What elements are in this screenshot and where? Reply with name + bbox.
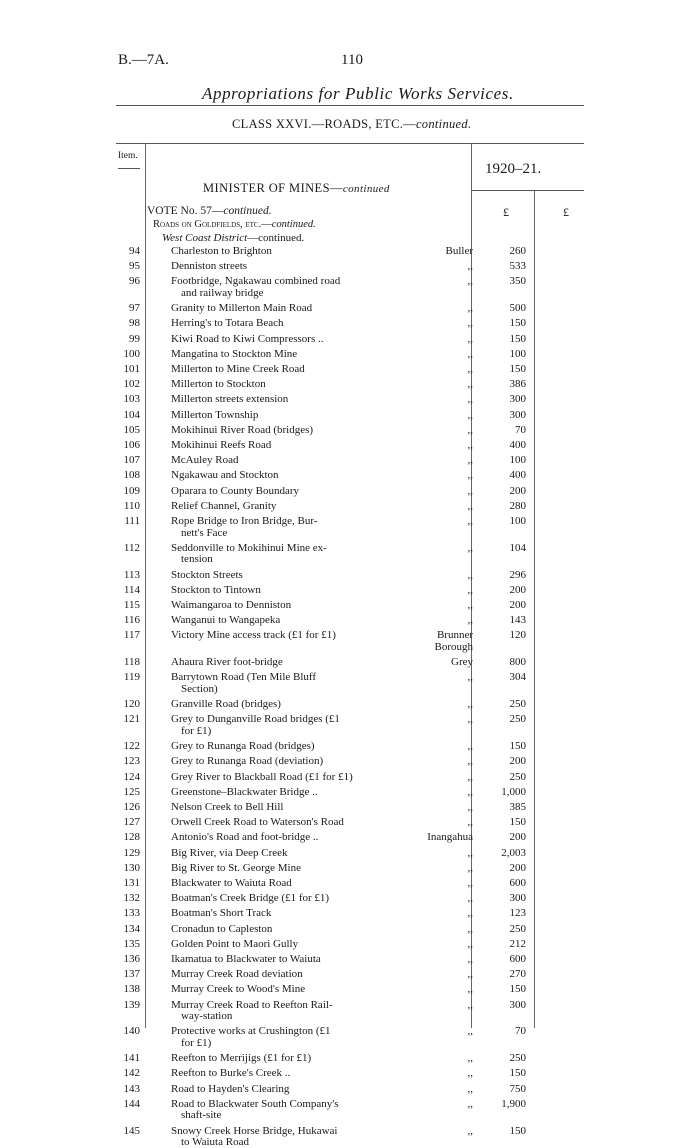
item-number: 98 [129, 317, 140, 330]
item-number: 109 [123, 484, 140, 497]
item-description: Mokihinui River Road (bridges) [171, 423, 314, 436]
item-number: 132 [123, 892, 140, 905]
item-description-continued: and railway bridge [181, 287, 264, 299]
item-amount: 1,900 [501, 1097, 526, 1110]
item-number: 107 [123, 454, 140, 467]
item-amount: 2,003 [501, 846, 526, 859]
item-amount: 350 [509, 275, 526, 288]
item-description: Reefton to Merrijigs (£1 for £1) [171, 1052, 312, 1065]
item-district: ,, [467, 1082, 473, 1095]
item-number: 104 [123, 408, 140, 421]
item-description: Grey River to Blackball Road (£1 for £1) [171, 770, 353, 783]
item-district: Buller [445, 245, 473, 257]
item-description: Orwell Creek Road to Waterson's Road [171, 816, 344, 829]
item-number: 137 [123, 968, 140, 981]
item-district: ,, [467, 378, 473, 391]
item-description: Road to Blackwater South Company's [171, 1097, 339, 1110]
item-number: 130 [123, 861, 140, 874]
item-district: ,, [467, 937, 473, 950]
item-column-rule [145, 143, 146, 1028]
item-number: 110 [123, 499, 140, 512]
currency-symbol: £ [563, 205, 569, 219]
item-number: 131 [123, 877, 140, 889]
vote-heading-continued: continued. [223, 205, 272, 217]
item-number: 133 [123, 907, 140, 920]
vote-heading [147, 205, 272, 217]
item-description-continued: for £1) [181, 725, 212, 737]
item-number: 115 [123, 599, 140, 611]
item-amount: 600 [509, 953, 526, 965]
item-amount: 200 [509, 755, 526, 768]
item-amount: 280 [509, 499, 526, 512]
item-number: 111 [124, 515, 140, 527]
item-description: Rope Bridge to Iron Bridge, Bur- [171, 515, 318, 527]
item-district: ,, [467, 770, 473, 783]
item-amount: 150 [509, 332, 526, 345]
item-amount: 120 [509, 629, 526, 642]
item-district-continued: Borough [434, 641, 473, 653]
section-heading-continued: continued [342, 183, 390, 195]
item-description: Grey to Dunganville Road bridges (£1 [171, 713, 340, 726]
item-district: Inangahua [427, 831, 473, 844]
item-description: Reefton to Burke's Creek .. [171, 1067, 291, 1080]
item-district: ,, [467, 499, 473, 512]
item-number: 102 [123, 378, 140, 391]
item-description: Millerton to Stockton [171, 378, 266, 391]
item-description-continued: to Waiuta Road [181, 1136, 249, 1148]
item-amount: 304 [509, 671, 526, 684]
item-amount: 386 [509, 378, 526, 391]
item-number: 94 [129, 245, 140, 257]
subsection-heading-continued: continued. [271, 219, 316, 230]
item-district: ,, [467, 568, 473, 581]
item-description: Relief Channel, Granity [171, 499, 277, 512]
vote-heading-text: VOTE No. 57— [147, 205, 224, 217]
subsection-heading [153, 219, 316, 230]
item-amount: 200 [509, 599, 526, 611]
item-number: 95 [129, 260, 140, 273]
item-district: ,, [467, 1097, 473, 1110]
item-number: 136 [123, 953, 140, 965]
item-description: Oparara to County Boundary [171, 484, 299, 497]
document-reference: B.—7A. [118, 52, 169, 68]
class-heading-text: CLASS XXVI.—ROADS, ETC.— [232, 117, 416, 131]
item-amount: 70 [515, 1025, 526, 1038]
item-number: 138 [123, 983, 140, 996]
item-amount: 70 [515, 423, 526, 436]
item-description: Mangatina to Stockton Mine [171, 347, 298, 360]
item-district: ,, [467, 846, 473, 859]
item-description: Granville Road (bridges) [171, 698, 281, 711]
item-description-continued: shaft-site [181, 1109, 222, 1122]
item-description: Antonio's Road and foot-bridge .. [171, 831, 319, 844]
item-district: ,, [467, 922, 473, 935]
item-number: 119 [123, 671, 140, 684]
item-description: Seddonville to Mokihinui Mine ex- [171, 541, 327, 554]
item-description: Denniston streets [171, 260, 248, 273]
item-description: Blackwater to Waiuta Road [171, 877, 292, 889]
item-description: Stockton to Tintown [171, 583, 261, 596]
item-district: ,, [467, 541, 473, 554]
item-number: 100 [123, 347, 140, 360]
item-description: Waimangaroa to Denniston [171, 599, 292, 611]
item-number: 99 [129, 332, 140, 345]
currency-symbol: £ [503, 205, 509, 219]
item-description: Big River, via Deep Creek [171, 846, 288, 859]
item-district: ,, [467, 454, 473, 467]
item-district: ,, [467, 713, 473, 726]
item-district: ,, [467, 469, 473, 482]
item-district: ,, [467, 423, 473, 436]
item-amount: 270 [509, 968, 526, 981]
item-description: Cronadun to Capleston [171, 922, 273, 935]
item-description: Big River to St. George Mine [171, 861, 301, 874]
item-amount: 150 [509, 1067, 526, 1080]
item-number: 126 [123, 801, 140, 813]
item-description: Boatman's Creek Bridge (£1 for £1) [171, 892, 330, 905]
item-amount: 250 [509, 922, 526, 935]
item-amount: 150 [509, 363, 526, 375]
item-district: Brunner [436, 629, 473, 642]
item-district: ,, [467, 983, 473, 996]
item-amount: 123 [509, 907, 526, 920]
item-amount: 400 [509, 469, 526, 482]
page-title: Appropriations for Public Works Services. [202, 84, 514, 103]
item-number: 140 [123, 1025, 140, 1038]
item-district: ,, [467, 614, 473, 627]
item-number: 106 [123, 439, 140, 451]
item-description: Ngakawau and Stockton [171, 469, 279, 482]
item-description: Charleston to Brighton [171, 245, 272, 257]
item-district: ,, [467, 583, 473, 596]
item-amount: 250 [509, 698, 526, 711]
item-amount: 400 [509, 439, 526, 451]
item-number: 97 [129, 302, 140, 315]
item-district: ,, [467, 907, 473, 920]
item-amount: 100 [509, 515, 526, 527]
item-number: 112 [123, 541, 140, 554]
item-description: Millerton Township [171, 408, 259, 421]
year-header-rule [471, 190, 584, 191]
item-number: 121 [123, 713, 140, 726]
item-number: 103 [123, 393, 140, 406]
item-district: ,, [467, 408, 473, 421]
item-description: Protective works at Crushington (£1 [171, 1025, 331, 1038]
item-number: 128 [123, 831, 140, 844]
item-description: Mokihinui Reefs Road [171, 439, 272, 451]
item-district: ,, [467, 484, 473, 497]
table-top-rule [116, 143, 584, 144]
item-amount: 200 [509, 861, 526, 874]
item-description-continued: way-station [181, 1010, 233, 1023]
item-district: ,, [467, 1052, 473, 1065]
amount-column-rule [534, 190, 535, 1028]
item-description-continued: nett's Face [181, 526, 228, 539]
district-heading-text: West Coast District [162, 232, 248, 244]
item-amount: 260 [509, 245, 526, 257]
item-description: Grey to Runanga Road (deviation) [171, 755, 324, 768]
item-district: ,, [467, 998, 473, 1011]
section-heading [203, 181, 390, 196]
item-number: 113 [123, 568, 140, 581]
item-description: Wanganui to Wangapeka [171, 614, 281, 627]
title-rule [116, 105, 584, 106]
item-amount: 800 [509, 656, 526, 669]
item-amount: 500 [509, 302, 526, 315]
item-amount: 600 [509, 877, 526, 889]
item-district: ,, [467, 275, 473, 288]
item-number: 108 [123, 469, 140, 482]
item-amount: 212 [509, 937, 526, 950]
item-amount: 100 [509, 454, 526, 467]
item-description: Snowy Creek Horse Bridge, Hukawai [171, 1124, 338, 1137]
item-amount: 150 [509, 740, 526, 753]
item-amount: 250 [509, 713, 526, 726]
item-description: Ikamatua to Blackwater to Waiuta [171, 953, 321, 965]
item-description: Road to Hayden's Clearing [171, 1082, 290, 1095]
item-district: ,, [467, 439, 473, 451]
item-amount: 200 [509, 484, 526, 497]
item-district: ,, [467, 698, 473, 711]
item-description: McAuley Road [171, 454, 239, 467]
item-district: ,, [467, 740, 473, 753]
item-description: Stockton Streets [171, 568, 243, 581]
item-description: Grey to Runanga Road (bridges) [171, 740, 315, 753]
item-amount: 300 [509, 408, 526, 421]
subsection-heading-text: Roads on Goldfields, etc.— [153, 219, 272, 230]
item-number: 124 [123, 770, 140, 783]
item-number: 122 [123, 740, 140, 753]
item-district: ,, [467, 671, 473, 684]
item-description: Golden Point to Maori Gully [171, 937, 299, 950]
item-district: ,, [467, 968, 473, 981]
item-description: Ahaura River foot-bridge [171, 656, 283, 669]
item-number: 143 [123, 1082, 140, 1095]
item-description: Victory Mine access track (£1 for £1) [171, 629, 336, 642]
item-number: 144 [123, 1097, 140, 1110]
item-column-header: Item. [118, 151, 138, 161]
item-district: ,, [467, 755, 473, 768]
item-number: 120 [123, 698, 140, 711]
item-description: Murray Creek Road deviation [171, 968, 303, 981]
page-number: 110 [341, 52, 363, 68]
item-amount: 150 [509, 1124, 526, 1137]
item-district: ,, [467, 515, 473, 527]
item-district: ,, [467, 816, 473, 829]
item-number: 145 [123, 1124, 140, 1137]
item-header-rule [118, 168, 140, 169]
item-district: ,, [467, 861, 473, 874]
year-column-header: 1920–21. [485, 161, 542, 177]
item-number: 96 [129, 275, 140, 288]
item-description: Kiwi Road to Kiwi Compressors .. [171, 332, 324, 345]
item-district: ,, [467, 260, 473, 273]
item-district: ,, [467, 332, 473, 345]
item-amount: 150 [509, 317, 526, 330]
item-description: Barrytown Road (Ten Mile Bluff [171, 671, 317, 684]
item-amount: 296 [509, 568, 526, 581]
item-district: ,, [467, 347, 473, 360]
item-description: Herring's to Totara Beach [171, 317, 284, 330]
item-district: ,, [467, 363, 473, 375]
item-number: 135 [123, 937, 140, 950]
item-description-continued: tension [181, 553, 213, 566]
item-number: 125 [123, 785, 140, 798]
item-description: Murray Creek Road to Reefton Rail- [171, 998, 333, 1011]
item-district: ,, [467, 877, 473, 889]
class-heading [232, 117, 471, 132]
item-district: ,, [467, 1124, 473, 1137]
item-description: Greenstone–Blackwater Bridge .. [171, 785, 318, 798]
item-district: ,, [467, 785, 473, 798]
class-heading-continued: continued. [415, 117, 472, 131]
item-number: 129 [123, 846, 140, 859]
item-district: ,, [467, 317, 473, 330]
item-number: 142 [123, 1067, 140, 1080]
item-number: 101 [123, 363, 140, 375]
item-description: Millerton to Mine Creek Road [171, 363, 305, 375]
item-amount: 250 [509, 1052, 526, 1065]
item-amount: 200 [509, 583, 526, 596]
item-number: 114 [123, 583, 140, 596]
item-number: 117 [123, 629, 140, 642]
item-amount: 104 [509, 541, 526, 554]
item-amount: 300 [509, 998, 526, 1011]
item-district: ,, [467, 1067, 473, 1080]
item-description: Granity to Millerton Main Road [171, 302, 313, 315]
item-amount: 200 [509, 831, 526, 844]
item-district: ,, [467, 892, 473, 905]
item-district: ,, [467, 953, 473, 965]
item-amount: 150 [509, 816, 526, 829]
item-description: Millerton streets extension [171, 393, 289, 406]
district-heading [162, 232, 304, 244]
item-district: ,, [467, 302, 473, 315]
item-description: Murray Creek to Wood's Mine [171, 983, 306, 996]
item-district: Grey [451, 656, 473, 669]
item-number: 116 [123, 614, 140, 627]
item-number: 123 [123, 755, 140, 768]
item-district: ,, [467, 801, 473, 813]
item-amount: 385 [509, 801, 526, 813]
item-amount: 1,000 [501, 785, 526, 798]
item-number: 127 [123, 816, 140, 829]
item-number: 139 [123, 998, 140, 1011]
item-amount: 150 [509, 983, 526, 996]
item-number: 141 [123, 1052, 140, 1065]
item-number: 134 [123, 922, 140, 935]
item-amount: 300 [509, 892, 526, 905]
item-amount: 533 [509, 260, 526, 273]
item-description: Footbridge, Ngakawau combined road [171, 275, 341, 288]
item-description: Boatman's Short Track [171, 907, 272, 920]
item-amount: 143 [509, 614, 526, 627]
district-heading-continued: —continued. [247, 232, 305, 244]
item-number: 105 [123, 423, 140, 436]
item-district: ,, [467, 599, 473, 611]
section-heading-text: MINISTER OF MINES— [203, 181, 343, 195]
item-amount: 750 [509, 1082, 526, 1095]
item-description-continued: Section) [181, 683, 218, 695]
item-district: ,, [467, 393, 473, 406]
item-description: Nelson Creek to Bell Hill [171, 801, 284, 813]
item-amount: 100 [509, 347, 526, 360]
item-district: ,, [467, 1025, 473, 1038]
item-amount: 250 [509, 770, 526, 783]
item-description-continued: for £1) [181, 1037, 212, 1049]
item-number: 118 [123, 656, 140, 669]
item-amount: 300 [509, 393, 526, 406]
